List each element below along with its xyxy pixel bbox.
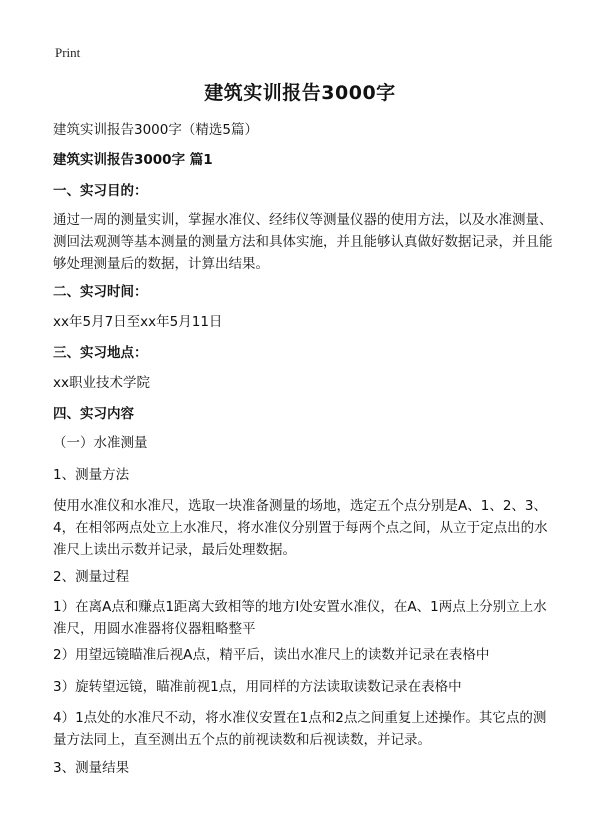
heading-place: 三、实习地点： [53, 345, 148, 361]
subheading-leveling: （一）水准测量 [53, 435, 148, 451]
paragraph-time: xx年5月7日至xx年5月11日 [53, 314, 223, 330]
paragraph-method: 使用水准仪和水准尺，选取一块准备测量的场地，选定五个点分别是A、1、2、3、4，在相邻两点处立上水准尺，将水准仪分别置于每两个点之间，从立于定点出的水准尺上读出示数并记录，最后处理数据。 [53, 498, 548, 558]
heading-content: 四、实习内容 [53, 406, 134, 422]
document-subtitle: 建筑实训报告3000字（精选5篇） [53, 122, 258, 138]
subheading-result: 3、测量结果 [53, 760, 130, 776]
print-label[interactable]: Print [55, 45, 81, 60]
heading-purpose: 一、实习目的： [53, 183, 148, 199]
section-heading: 建筑实训报告3000字 篇1 [53, 152, 213, 168]
paragraph-purpose: 通过一周的测量实训，掌握水准仪、经纬仪等测量仪器的使用方法，以及水准测量、测回法观测等基本测量的测量方法和具体实施，并且能够认真做好数据记录，并且能够处理测量后的数据，计算出结果。 [53, 212, 553, 272]
process-step-4: 4）1点处的水准尺不动，将水准仪安置在1点和2点之间重复上述操作。其它点的测量方法同上，直至测出五个点的前视读数和后视读数，并记录。 [53, 710, 547, 748]
subheading-method: 1、测量方法 [53, 467, 130, 483]
process-step-3: 3）旋转望远镜，瞄准前视1点，用同样的方法读取读数记录在表格中 [53, 679, 462, 695]
subheading-process: 2、测量过程 [53, 569, 130, 585]
process-step-1: 1）在离A点和赚点1距离大致相等的地方I处安置水准仪，在A、1两点上分别立上水准尺，用圆水准器将仪器粗略整平 [53, 599, 547, 637]
process-step-2: 2）用望远镜瞄准后视A点，精平后，读出水准尺上的读数并记录在表格中 [53, 647, 490, 663]
heading-time: 二、实习时间： [53, 284, 148, 300]
page-title: 建筑实训报告3000字 [204, 82, 396, 104]
paragraph-place: xx职业技术学院 [53, 375, 150, 391]
